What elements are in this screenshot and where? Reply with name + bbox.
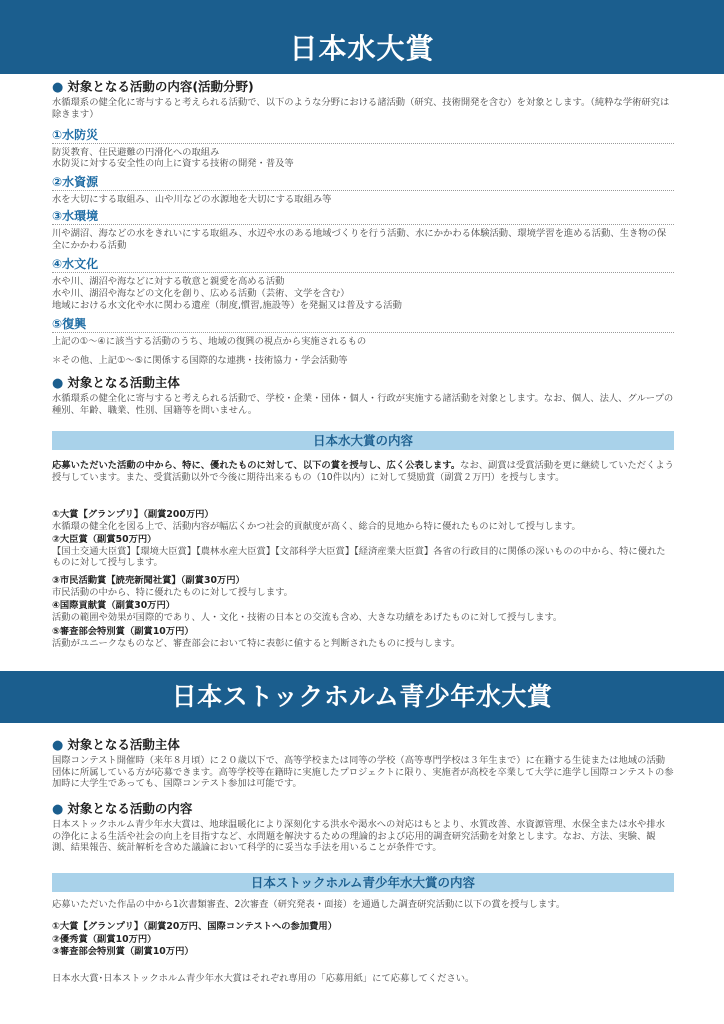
field-line: 水や川、湖沼や海などに対する敬意と親愛を高める活動	[52, 276, 285, 287]
field-line: 水防災に対する安全性の向上に資する技術の開発・普及等	[52, 158, 294, 169]
prize-title: ⑤審査部会特別賞（副賞10万円）	[52, 626, 194, 637]
field-line: 上記の①～④に該当する活動のうち、地域の復興の視点から実施されるもの	[52, 336, 367, 347]
field-line: 水や川、湖沼や海などの文化を創り、広める活動（芸術、文学を含む）	[52, 288, 350, 299]
field-name: ⑤復興	[52, 317, 674, 333]
footer-note: 日本水大賞･日本ストックホルム青少年水大賞はそれぞれ専用の「応募用紙」にて応募してください。	[52, 973, 475, 984]
field-name: ③水環境	[52, 209, 674, 225]
youth-prize: ②優秀賞（副賞10万円）	[52, 934, 157, 945]
field-line: 水を大切にする取組み、山や川などの水源地を大切にする取組み等	[52, 194, 332, 205]
content-bar: 日本水大賞の内容	[52, 431, 674, 450]
content-rest: なお、副賞は受賞活動を更に継続していただくよう授与しています。また、受賞活動以外で今後に期待出来るもの（10件以内）に対して奨励賞（副賞２万円）を授与します。	[52, 460, 674, 483]
youth-subject-heading: ● 対象となる活動主体	[52, 737, 180, 753]
youth-activity-heading: ● 対象となる活動の内容	[52, 801, 193, 817]
prize-desc: 水循環の健全化を図る上で、活動内容が幅広くかつ社会的貢献度が高く、総合的見地から特に優れたものに対して授与します。	[52, 521, 581, 532]
subject-heading: ● 対象となる活動主体	[52, 375, 180, 391]
youth-subject-text: 国際コンテスト開催時（来年８月頃）に２０歳以下で、高等学校または同等の学校（高等専門学校は３年生まで）に在籍する生徒または地域の活動団体に所属している方が応募できます。高等学校等在籍時に実施したプロジェクトに限り、実施者が高校を卒業して大学に進学し国際コンテストの参加時に大学生であっても、国際コンテスト参加は可能です。	[52, 755, 674, 789]
award-title-banner	[0, 0, 724, 74]
bullet-icon: ●	[52, 738, 64, 753]
prize-title: ③市民活動賞【読売新聞社賞】（副賞30万円）	[52, 575, 245, 586]
prize-title: ①大賞【グランプリ】（副賞200万円）	[52, 509, 214, 520]
field-line: 防災教育、住民避難の円滑化への取組み	[52, 147, 220, 158]
bullet-icon: ●	[52, 802, 64, 817]
prize-desc: 活動がユニークなものなど、審査部会において特に表彰に値すると判断されたものに授与します。	[52, 638, 461, 649]
youth-content-bar: 日本ストックホルム青少年水大賞の内容	[52, 873, 674, 892]
field-name: ④水文化	[52, 257, 674, 273]
field-name: ②水資源	[52, 175, 674, 191]
prize-desc: 【国土交通大臣賞】【環境大臣賞】【農林水産大臣賞】【文部科学大臣賞】【経済産業大臣賞】各省の行政目的に関係の深いものの中から、特に優れたものに対して授与します。	[52, 546, 666, 569]
youth-activity-text: 日本ストックホルム青少年水大賞は、地球温暖化により深刻化する洪水や渇水への対応はもとより、水質改善、水資源管理、水保全または水や排水の浄化による生活や社会の向上を目指すなど、水問題を解決するための理論的および応用的調査研究活動を対象とします。なお、方法、実験、観測、結果報告、統計解析を含めた議論において科学的に妥当な手法を用いることが条件です。	[52, 819, 665, 853]
youth-award-title: 日本ストックホルム青少年水大賞	[171, 682, 553, 711]
bullet-icon: ●	[52, 376, 64, 391]
content-text	[52, 460, 674, 483]
activity-heading: ● 対象となる活動の内容(活動分野)	[52, 79, 254, 95]
youth-prize: ①大賞【グランプリ】（副賞20万円、国際コンテストへの参加費用）	[52, 921, 338, 932]
prize-title: ④国際貢献賞（副賞30万円）	[52, 600, 176, 611]
field-line: 地域における水文化や水に関わる遺産（制度,慣習,施設等）を発掘又は普及する活動	[52, 300, 402, 311]
prize-desc: 市民活動の中から、特に優れたものに対して授与します。	[52, 587, 293, 598]
content-bold: 応募いただいた活動の中から、特に、優れたものに対して、以下の賞を授与し、広く公表します。	[52, 460, 461, 471]
subject-text: 水循環系の健全化に寄与すると考えられる活動で、学校・企業・団体・個人・行政が実施する諸活動を対象とします。なお、個人、法人、グループの種別、年齢、職業、性別、国籍等を問いません。	[52, 393, 674, 416]
youth-award-title-banner	[0, 671, 724, 723]
note: ＊その他、上記①～⑤に関係する国際的な連携・技術協力・学会活動等	[52, 355, 348, 366]
award-title: 日本水大賞	[289, 32, 435, 65]
field-line: 川や湖沼、海などの水をきれいにする取組み、水辺や水のある地域づくりを行う活動、水にかかわる体験活動、環境学習を進める活動、生き物の保全にかかわる活動	[52, 228, 667, 251]
youth-prize: ③審査部会特別賞（副賞10万円）	[52, 946, 194, 957]
prize-title: ②大臣賞（副賞50万円）	[52, 534, 157, 545]
bullet-icon: ●	[52, 80, 64, 95]
field-name: ①水防災	[52, 128, 674, 144]
youth-content-text: 応募いただいた作品の中から1次書類審査、2次審査（研究発表・面接）を通過した調査研究活動に以下の賞を授与します。	[52, 899, 566, 910]
prize-desc: 活動の範囲や効果が国際的であり、人・文化・技術の日本との交流も含め、大きな功績をあげたものに対して授与します。	[52, 612, 563, 623]
activity-intro: 水循環系の健全化に寄与すると考えられる活動で、以下のような分野における諸活動（研究、技術開発を含む）を対象とします。（純粋な学術研究は除きます）	[52, 97, 670, 120]
